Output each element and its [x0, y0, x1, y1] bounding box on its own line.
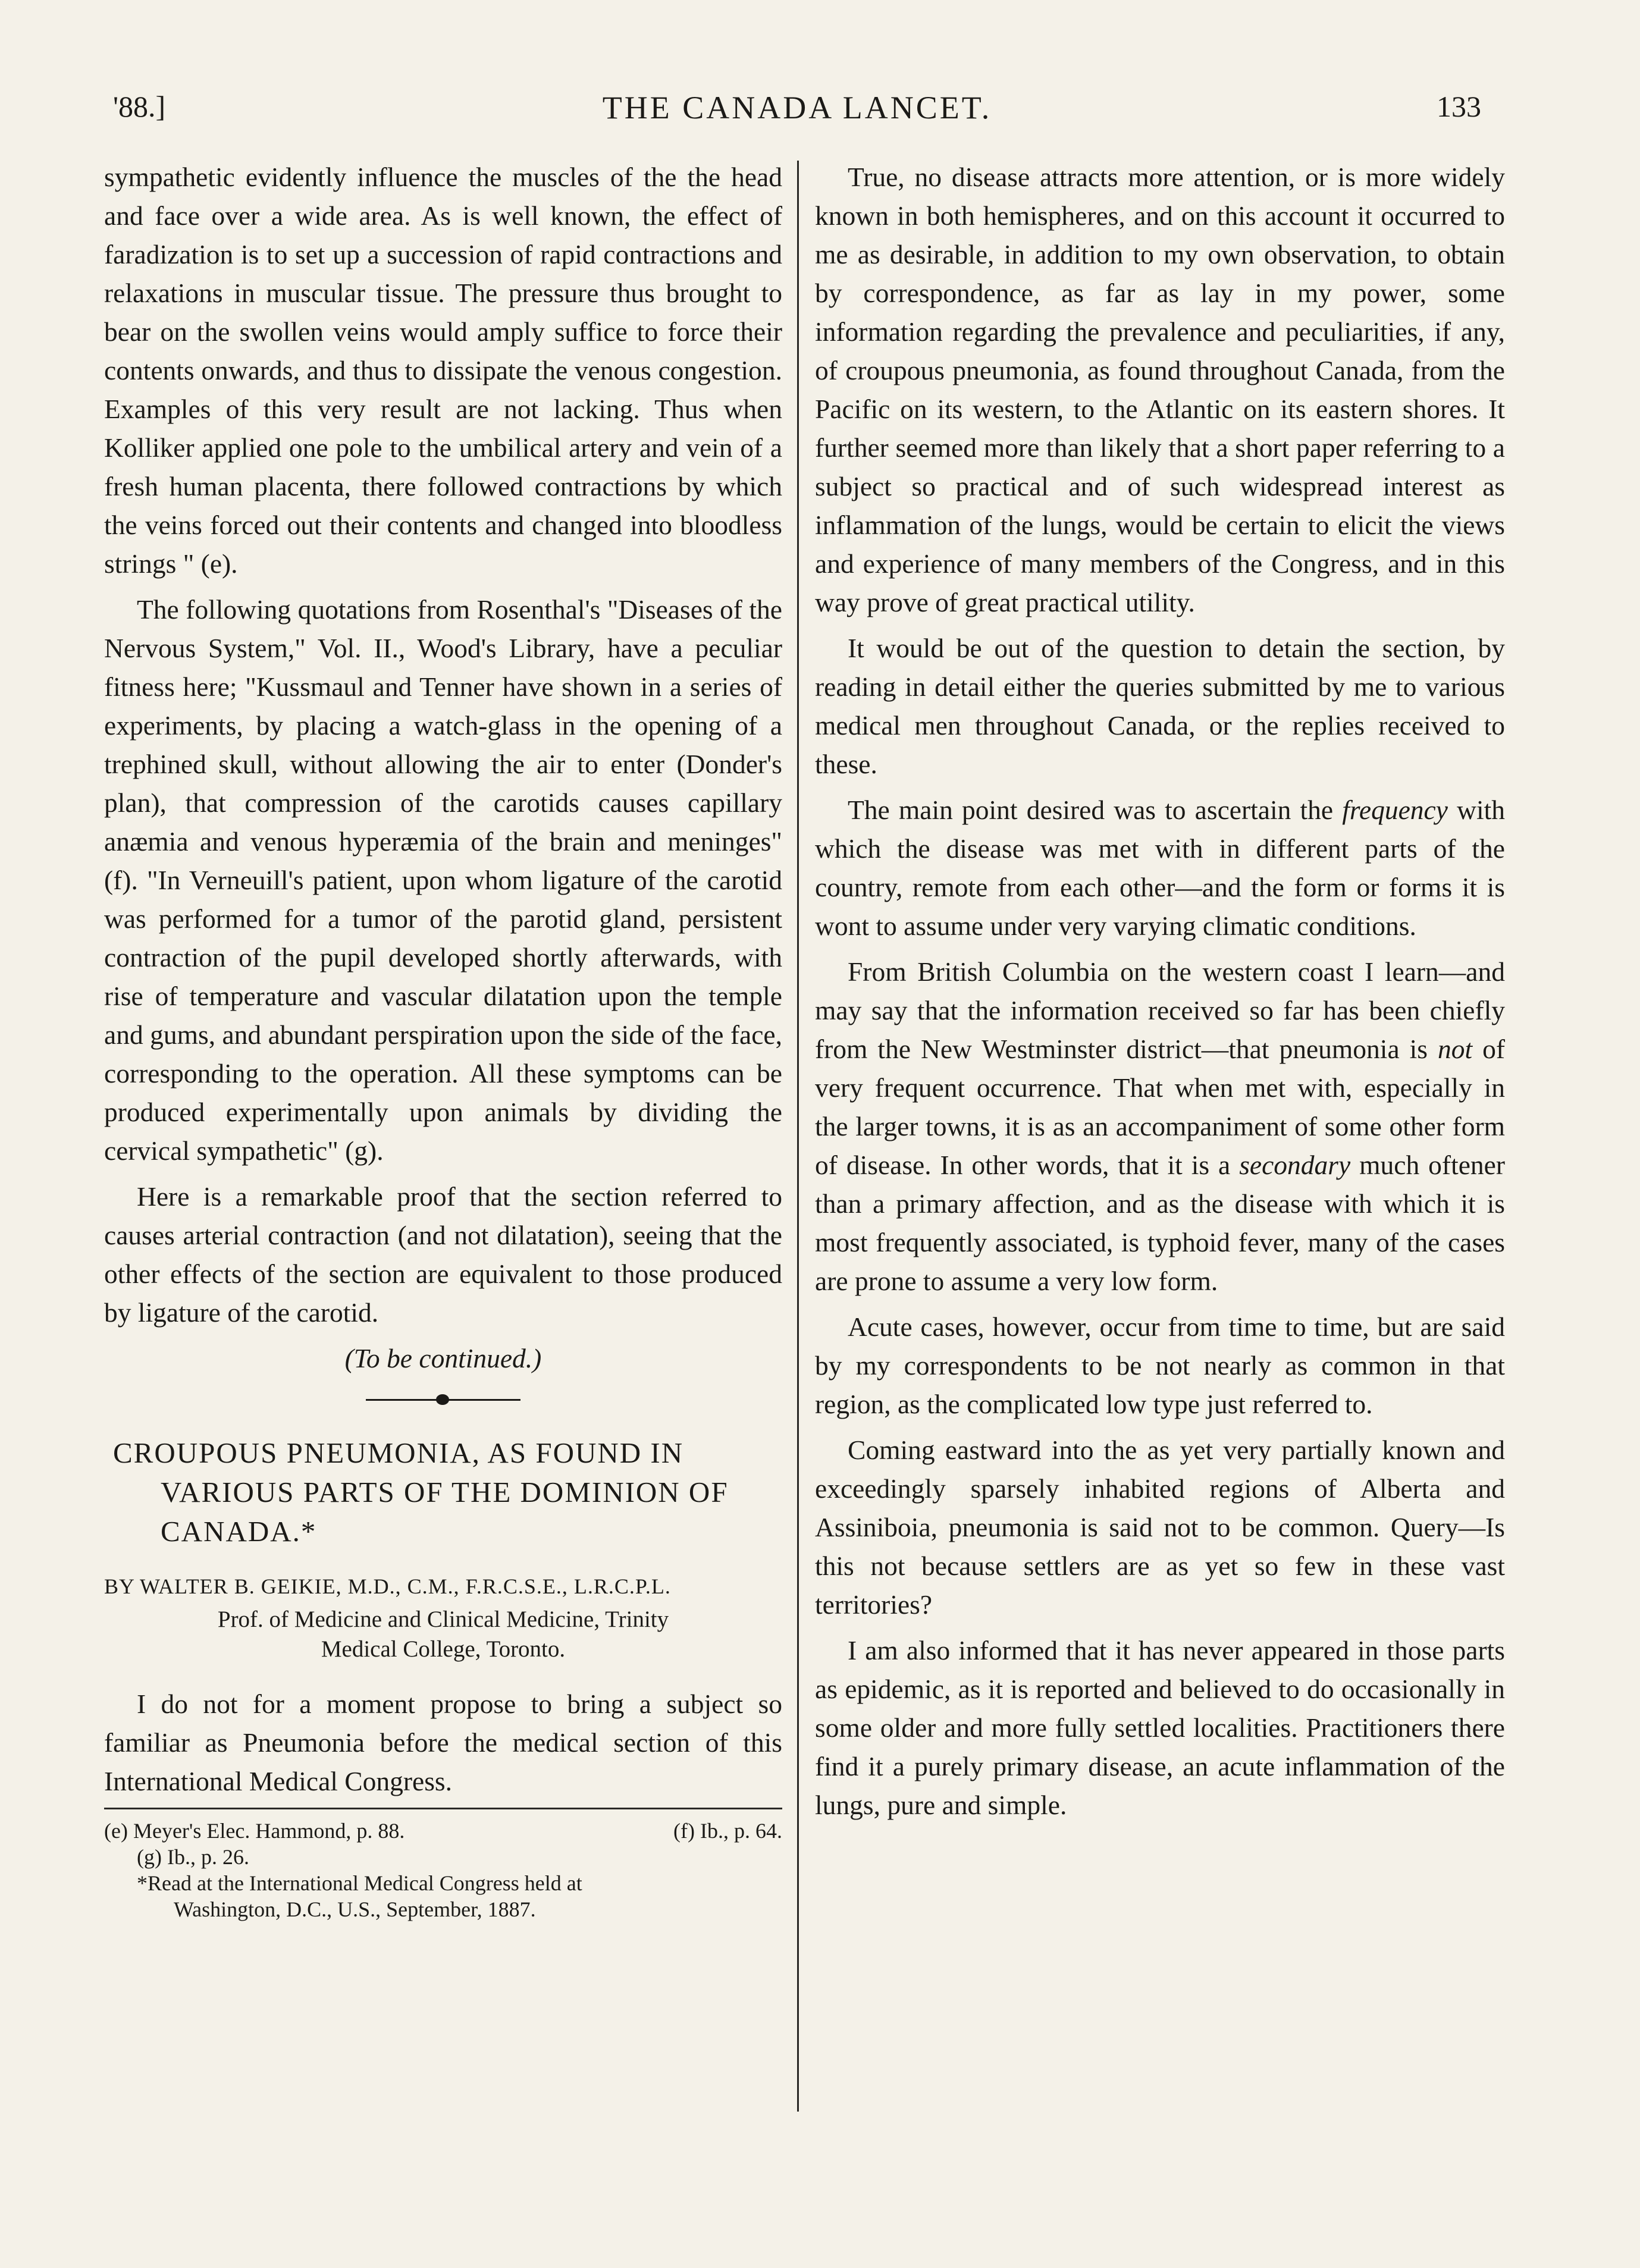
affiliation-line: Prof. of Medicine and Clinical Medicine, Trinity — [217, 1607, 669, 1632]
text-run: of very frequent occurrence. That when met with, especially in the larger towns, it is as an accompaniment of some other form of disease. In other words, that it is a — [815, 1034, 1505, 1180]
article-title: CROUPOUS PNEUMONIA, AS FOUND IN VARIOUS PARTS OF THE DOMINION OF CANADA.* — [113, 1436, 729, 1548]
paragraph: Here is a remarkable proof that the section referred to causes arterial contraction (and not dilatation), seeing that the other effects of the section are equivalent to those produced by ligature of the carotid. — [104, 1181, 782, 1328]
footnote-f: (f) Ib., p. 64. — [673, 1819, 782, 1843]
text-run: much oftener than a primary affection, and as the disease with which it is most frequently associated, is typhoid fever, many of the cases are prone to assume a very low form. — [815, 1150, 1506, 1296]
footnote-g: (g) Ib., p. 26. — [137, 1845, 249, 1869]
text-run: From British Columbia on the western coast I learn—and may say that the information received so far has been chiefly from the New Westminster district—that pneumonia is — [815, 956, 1505, 1064]
header-year: '88.] — [113, 90, 166, 123]
section-ornament — [366, 1388, 520, 1412]
paragraph: I am also informed that it has never appeared in those parts as epidemic, as it is reported and believed to do occasionally in some older and more fully settled localities. Practitioners there find it a purely primary disease, an acute inflammation of the lungs, pure and simple. — [815, 1635, 1505, 1820]
left-column — [104, 158, 782, 1922]
footnote-row — [104, 1818, 782, 1844]
emphasis: frequency — [1342, 795, 1448, 825]
footnote-star-cont: Washington, D.C., U.S., September, 1887. — [174, 1897, 536, 1921]
author-affiliation — [104, 1605, 782, 1664]
author-byline: BY WALTER B. GEIKIE, M.D., C.M., F.R.C.S.E., L.R.C.P.L. — [104, 1574, 671, 1598]
text-run: with which the disease was met with in different parts of the country, remote from each other—and the form or forms it is wont to assume under very varying climatic conditions. — [815, 795, 1505, 941]
paragraph: It would be out of the question to detain the section, by reading in detail either the queries submitted by me to various medical men throughout Canada, or the replies received to these. — [815, 633, 1505, 779]
running-header — [113, 89, 1481, 143]
right-column — [815, 158, 1505, 1831]
paragraph: The following quotations from Rosenthal's "Diseases of the Nervous System," Vol. II., Wood's Library, have a peculiar fitness here; "Kussmaul and Tenner have shown in a series of experiments, by placing a watch-glass in the opening of a trephined skull, without allowing the air to enter (Donder's plan), that compression of the carotids causes capillary anæmia and venous hyperæmia of the brain and meninges" (f). "In Verneuill's patient, upon whom ligature of the carotid was performed for a tumor of the parotid gland, persistent contraction of the pupil developed shortly afterwards, with rise of temperature and vascular dilatation upon the temple and gums, and abundant perspiration upon the side of the face, corresponding to the operation. All these symptoms can be produced experimentally upon animals by dividing the cervical sympathetic" (g). — [104, 594, 782, 1166]
paragraph: True, no disease attracts more attention, or is more widely known in both hemispheres, and on this account it occurred to me as desirable, in addition to my own observation, to obtain by correspondence, as far as lay in my power, some information regarding the prevalence and peculiarities, if any, of croupous pneumonia, as found throughout Canada, from the Pacific on its western, to the Atlantic on its eastern shores. It further seemed more than likely that a short paper referring to a subject so practical and of such widespread interest as inflammation of the lungs, would be certain to elicit the views and experience of many members of the Congress, and in this way prove of great practical utility. — [815, 162, 1505, 617]
paragraph: Coming eastward into the as yet very partially known and exceedingly sparsely inhabited regions of Alberta and Assiniboia, pneumonia is said not to be common. Query—Is this not because settlers are as yet so few in these vast territories? — [815, 1435, 1505, 1620]
paragraph: I do not for a moment propose to bring a subject so familiar as Pneumonia before the medical section of this International Medical Congress. — [104, 1689, 782, 1796]
journal-title: THE CANADA LANCET. — [602, 90, 992, 126]
footnote-rule — [104, 1808, 782, 1809]
text-run: The main point desired was to ascertain the — [848, 795, 1343, 825]
affiliation-line: Medical College, Toronto. — [321, 1636, 566, 1662]
emphasis: not — [1437, 1034, 1473, 1064]
paragraph: Acute cases, however, occur from time to time, but are said by my correspondents to be not nearly as common in that region, as the complicated low type just referred to. — [815, 1312, 1505, 1419]
footnote-e: (e) Meyer's Elec. Hammond, p. 88. — [104, 1819, 405, 1843]
continued-note: (To be continued.) — [344, 1343, 542, 1373]
ornament-dot — [436, 1394, 449, 1405]
footnotes — [104, 1818, 782, 1922]
column-divider — [797, 161, 799, 2112]
emphasis: secondary — [1239, 1150, 1351, 1180]
footnote-star: *Read at the International Medical Congress held at — [137, 1871, 582, 1895]
paragraph — [815, 952, 1505, 1300]
paragraph — [815, 790, 1505, 945]
paragraph: sympathetic evidently influence the muscles of the the head and face over a wide area. As is well known, the effect of faradization is to set up a succession of rapid contractions and relaxations in muscular tissue. The pressure thus brought to bear on the swollen veins would amply suffice to force their contents onwards, and thus to dissipate the venous congestion. Examples of this very result are not lacking. Thus when Kolliker applied one pole to the umbilical artery and vein of a fresh human placenta, there followed contractions by which the veins forced out their contents and changed into bloodless strings " (e). — [104, 162, 782, 579]
page-number: 133 — [1437, 90, 1481, 123]
